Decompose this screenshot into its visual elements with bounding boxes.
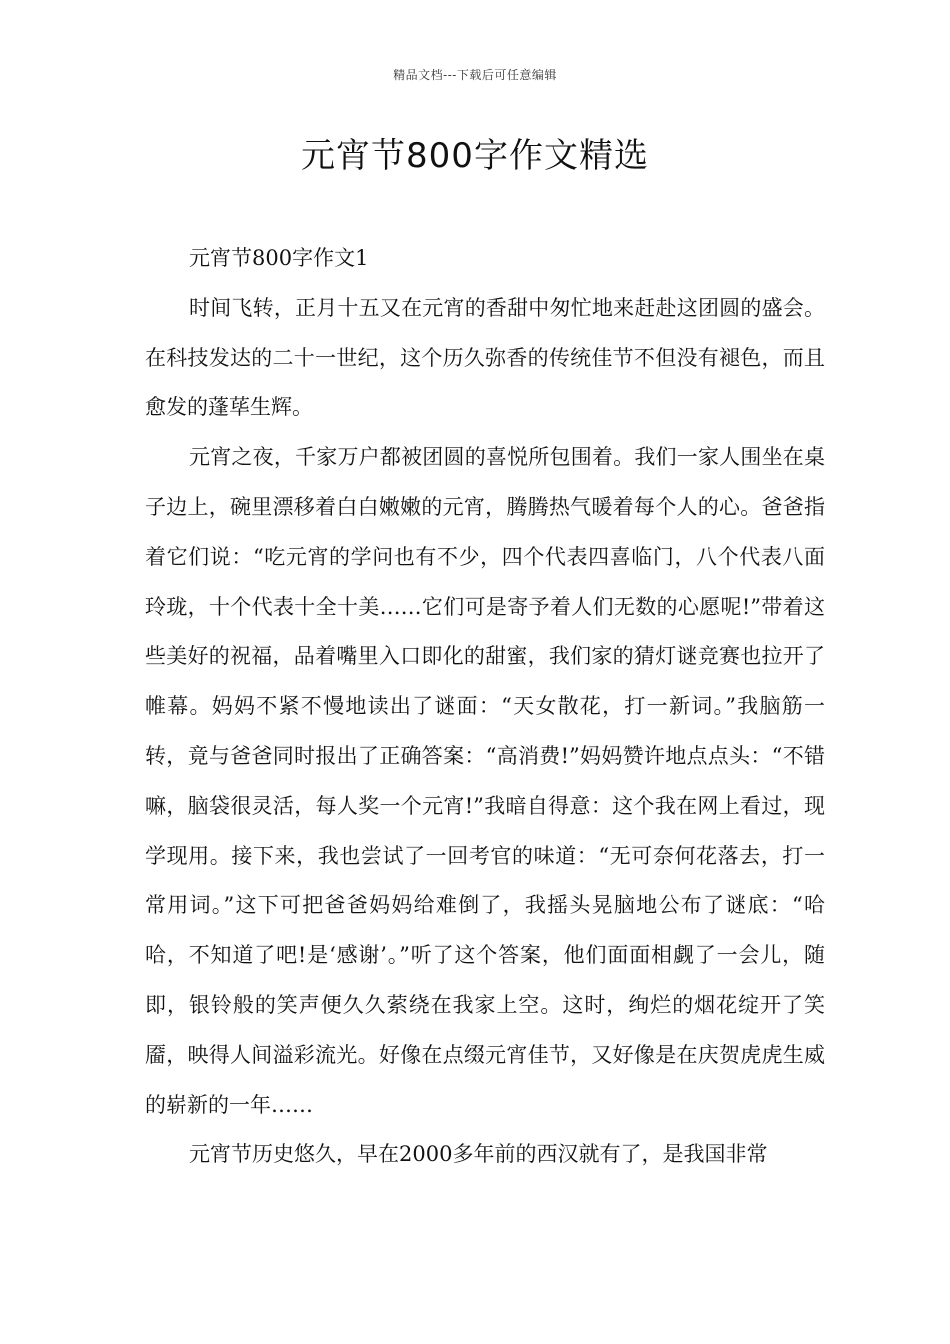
paragraph: 元宵节历史悠久，早在2000多年前的西汉就有了，是我国非常 bbox=[189, 1142, 768, 1167]
paragraph: 元宵之夜，千家万户都被团圆的喜悦所包围着。我们一家人围坐在桌子边上，碗里漂移着白白嫩嫩的元宵，腾腾热气暖着每个人的心。爸爸指着它们说：“吃元宵的学问也有不少，四个代表四喜临门，八个代表八面玲珑，十个代表十全十美……它们可是寄予着人们无数的心愿呢!”带着这些美好的祝福，品着嘴里入口即化的甜蜜，我们家的猜灯谜竞赛也拉开了帷幕。妈妈不紧不慢地读出了谜面：“天女散花，打一新词。”我脑筋一转，竟与爸爸同时报出了正确答案：“高消费!”妈妈赞许地点点头：“不错嘛，脑袋很灵活，每人奖一个元宵!”我暗自得意：这个我在网上看过，现学现用。接下来，我也尝试了一回考官的味道：“无可奈何花落去，打一常用词。”这下可把爸爸妈妈给难倒了，我摇头晃脑地公布了谜底：“哈哈，不知道了吧!是‘感谢’。”听了这个答案，他们面面相觑了一会儿，随即，银铃般的笑声便久久萦绕在我家上空。这时，绚烂的烟花绽开了笑靥，映得人间溢彩流光。好像在点缀元宵佳节，又好像是在庆贺虎虎生威的崭新的一年…… bbox=[145, 445, 825, 1117]
header-note: 精品文档---下载后可任意编辑 bbox=[393, 68, 557, 82]
document-body bbox=[145, 234, 825, 1180]
paragraph: 时间飞转，正月十五又在元宵的香甜中匆忙地来赶赴这团圆的盛会。在科技发达的二十一世纪，这个历久弥香的传统佳节不但没有褪色，而且愈发的蓬荜生辉。 bbox=[145, 295, 825, 420]
section-heading: 元宵节800字作文1 bbox=[189, 246, 369, 270]
document-title: 元宵节800字作文精选 bbox=[301, 136, 649, 176]
